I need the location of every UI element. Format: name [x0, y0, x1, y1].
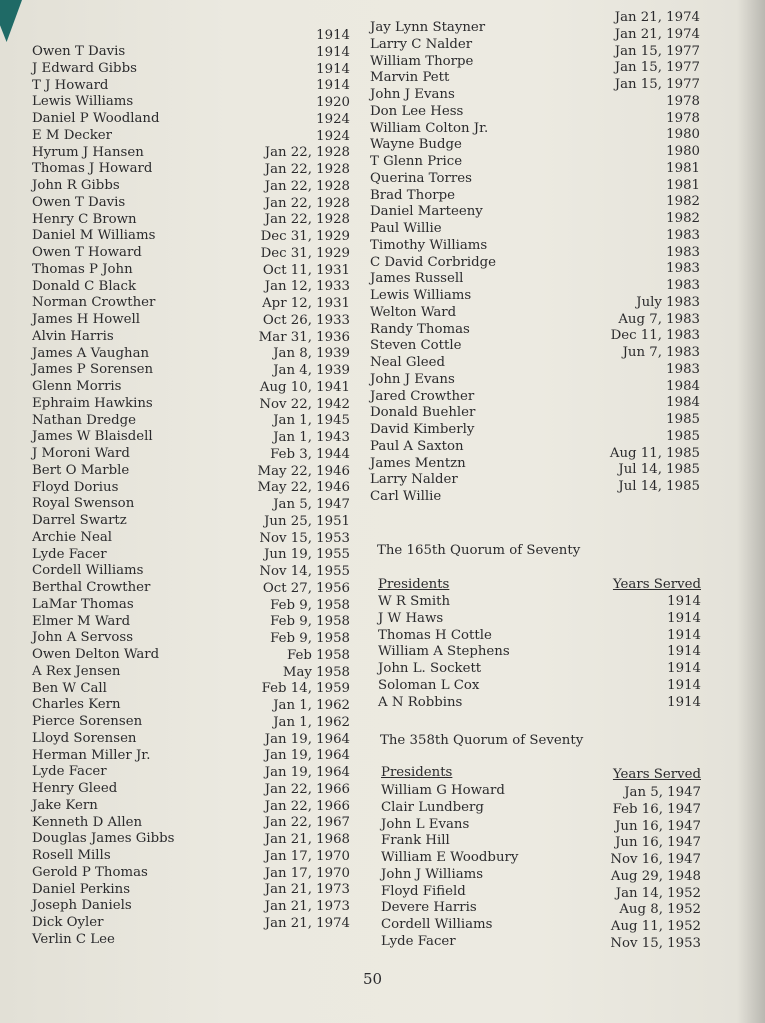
entry-row: Querina Torres — [370, 170, 472, 186]
entry-row: Dec 11, 1983 — [610, 328, 700, 344]
entry-row: T Glenn Price — [370, 154, 463, 169]
entry-row: J W Haws — [378, 610, 444, 626]
entry-row: Jun 25, 1951 — [264, 513, 350, 529]
entry-row: Jun 7, 1983 — [622, 345, 700, 360]
entry-row: Jan 19, 1964 — [264, 731, 350, 747]
entry-row: Feb 9, 1958 — [270, 614, 350, 630]
entry-row: Jan 21, 1974 — [614, 26, 700, 42]
entry-row: Oct 26, 1933 — [262, 312, 350, 328]
entry-row: Lloyd Sorensen — [32, 730, 137, 746]
entry-row: Marvin Pett — [370, 70, 450, 86]
entry-row: Nathan Dredge — [32, 412, 136, 428]
entry-row: 1983 — [666, 261, 700, 277]
entry-row: Jan 22, 1966 — [264, 781, 350, 797]
entry-row: Thomas H Cottle — [378, 627, 492, 643]
entry-row: Jan 1, 1943 — [273, 430, 350, 445]
entry-row: Devere Harris — [381, 900, 477, 916]
entry-row: Jan 21, 1973 — [264, 882, 350, 898]
entry-row: Joseph Daniels — [32, 898, 132, 914]
entry-row: E M Decker — [32, 127, 113, 143]
section-165-title: The 165th Quorum of Seventy — [377, 543, 581, 558]
section-358-names — [381, 783, 518, 951]
entry-row: 1914 — [316, 28, 350, 43]
entry-row: Douglas James Gibbs — [32, 831, 175, 847]
entry-row: Jan 21, 1973 — [264, 899, 350, 914]
entry-row: Lewis Williams — [370, 288, 472, 303]
entry-row: Jan 5, 1947 — [624, 785, 701, 800]
entry-row: Jan 4, 1939 — [273, 363, 350, 378]
entry-row: 1914 — [667, 644, 701, 660]
entry-row: William E Woodbury — [381, 850, 519, 865]
entry-row: Royal Swenson — [32, 496, 135, 512]
entry-row: Thomas P John — [32, 261, 133, 277]
entry-row: 1982 — [666, 211, 700, 226]
entry-row: Cordell Williams — [381, 917, 493, 932]
entry-row: Jan 19, 1964 — [264, 765, 350, 780]
entry-row: 1983 — [666, 244, 700, 260]
entry-row: John J Evans — [370, 87, 455, 102]
entry-row: Floyd Fifield — [381, 883, 466, 899]
entry-row: James A Vaughan — [32, 345, 150, 361]
entry-row: J Moroni Ward — [32, 446, 130, 461]
entry-row: W R Smith — [378, 594, 451, 609]
entry-row: Jan 1, 1962 — [273, 698, 350, 713]
entry-row: Alvin Harris — [32, 328, 114, 344]
entry-row: Elmer M Ward — [32, 613, 131, 629]
entry-row: Jan 15, 1977 — [614, 43, 700, 59]
entry-row: Thomas J Howard — [32, 161, 153, 177]
entry-row: 1980 — [666, 127, 700, 143]
entry-row: Jake Kern — [32, 797, 98, 813]
entry-row: 1914 — [667, 694, 701, 710]
entry-row: Jan 14, 1952 — [615, 885, 701, 901]
entry-row: Daniel Perkins — [32, 881, 131, 897]
entry-row: Aug 10, 1941 — [259, 379, 350, 395]
entry-row: Jan 21, 1974 — [614, 10, 700, 25]
entry-row: John L Evans — [381, 816, 470, 832]
section-165-presidents-header: Presidents — [378, 577, 450, 592]
entry-row: Henry Gleed — [32, 781, 118, 796]
entry-row: Nov 16, 1947 — [610, 852, 701, 867]
entry-row: 1981 — [666, 160, 700, 176]
entry-row: Jan 17, 1970 — [264, 848, 350, 864]
entry-row: 1914 — [667, 594, 701, 609]
entry-row: Randy Thomas — [370, 321, 470, 337]
entry-row: William G Howard — [381, 783, 505, 798]
entry-row: 1914 — [667, 677, 701, 693]
entry-row: J Edward Gibbs — [32, 60, 137, 76]
names-column-2 — [370, 20, 496, 506]
entry-row: John A Servoss — [32, 630, 134, 646]
entry-row: Daniel M Williams — [32, 228, 156, 244]
entry-row: 1985 — [666, 428, 700, 444]
entry-row: Timothy Williams — [370, 237, 488, 253]
section-165-years-header: Years Served — [612, 577, 701, 592]
entry-row: William A Stephens — [378, 644, 510, 660]
entry-row: William Colton Jr. — [370, 120, 489, 136]
entry-row: 1914 — [316, 44, 350, 60]
entry-row: Jan 21, 1974 — [264, 915, 350, 931]
entry-row: C David Corbridge — [370, 254, 497, 270]
entry-row: Jan 15, 1977 — [614, 77, 700, 92]
entry-row: 1914 — [667, 627, 701, 643]
entry-row: Nov 15, 1953 — [610, 935, 701, 951]
section-165-names — [378, 594, 510, 711]
entry-row: 1983 — [666, 278, 700, 293]
entry-row: Floyd Dorius — [32, 479, 119, 495]
entry-row: Jan 15, 1977 — [614, 60, 700, 76]
entry-row: William Thorpe — [370, 53, 474, 69]
entry-row: Kenneth D Allen — [32, 814, 143, 830]
page-corner-mark — [0, 0, 22, 42]
entry-row: Nov 22, 1942 — [259, 396, 350, 412]
entry-row: John J Evans — [370, 371, 455, 387]
entry-row: 1914 — [316, 78, 350, 94]
entry-row: Oct 27, 1956 — [262, 580, 350, 596]
entry-row: Owen T Howard — [32, 245, 142, 260]
entry-row: Owen Delton Ward — [32, 647, 160, 662]
entry-row: Jun 16, 1947 — [615, 835, 701, 851]
entry-row: Dec 31, 1929 — [260, 229, 350, 244]
entry-row: Feb 9, 1958 — [270, 597, 350, 613]
entry-row: John J Williams — [381, 866, 484, 882]
entry-row: John R Gibbs — [32, 178, 120, 193]
section-358-years-header: Years Served — [612, 767, 701, 782]
entry-row: 1914 — [667, 610, 701, 626]
entry-row: Brad Thorpe — [370, 187, 455, 203]
names-column-1 — [32, 44, 174, 949]
entry-row: T J Howard — [32, 77, 109, 93]
entry-row: May 22, 1946 — [257, 463, 350, 479]
entry-row: Darrel Swartz — [32, 513, 127, 528]
entry-row: Aug 29, 1948 — [610, 868, 701, 884]
entry-row: Jul 14, 1985 — [618, 462, 700, 478]
entry-row: James Russell — [370, 271, 464, 287]
entry-row: 1914 — [667, 661, 701, 676]
entry-row: 1981 — [666, 177, 700, 193]
entry-row: John L. Sockett — [378, 661, 482, 676]
entry-row: Jan 5, 1947 — [273, 497, 350, 512]
entry-row: Aug 11, 1985 — [609, 445, 700, 461]
dates-column-1 — [244, 28, 350, 933]
entry-row: Feb 9, 1958 — [270, 631, 350, 646]
entry-row: Jun 19, 1955 — [264, 547, 350, 563]
entry-row: Don Lee Hess — [370, 103, 464, 119]
entry-row: Carl Willie — [370, 489, 442, 504]
entry-row: Feb 16, 1947 — [612, 801, 701, 817]
entry-row: Daniel Marteeny — [370, 204, 483, 220]
entry-row: Lyde Facer — [32, 764, 107, 780]
entry-row: Pierce Sorensen — [32, 714, 143, 729]
entry-row: Dick Oyler — [32, 915, 104, 930]
entry-row: 1980 — [666, 144, 700, 159]
entry-row: Jan 22, 1966 — [264, 798, 350, 814]
entry-row: 1924 — [316, 111, 350, 127]
entry-row: 1914 — [316, 61, 350, 77]
entry-row: Dec 31, 1929 — [260, 245, 350, 261]
section-165-years — [587, 594, 701, 711]
entry-row: Neal Gleed — [370, 355, 446, 370]
entry-row: Jan 22, 1967 — [264, 815, 350, 831]
entry-row: Jay Lynn Stayner — [370, 20, 486, 35]
entry-row: LaMar Thomas — [32, 596, 134, 612]
entry-row: James W Blaisdell — [32, 429, 153, 445]
entry-row: Lewis Williams — [32, 94, 134, 110]
entry-row: Feb 1958 — [287, 647, 350, 663]
entry-row: Jan 12, 1933 — [264, 279, 350, 295]
entry-row: Daniel P Woodland — [32, 111, 160, 126]
entry-row: James P Sorensen — [32, 362, 154, 378]
entry-row: 1982 — [666, 194, 700, 210]
entry-row: Owen T Davis — [32, 194, 126, 210]
entry-row: Glenn Morris — [32, 379, 122, 394]
entry-row: Jan 21, 1968 — [264, 832, 350, 847]
section-358-years — [587, 785, 701, 953]
entry-row: Wayne Budge — [370, 137, 462, 153]
entry-row: Jul 14, 1985 — [618, 479, 700, 494]
entry-row: Jan 22, 1928 — [264, 162, 350, 177]
entry-row: David Kimberly — [370, 422, 475, 437]
entry-row: Jan 17, 1970 — [264, 865, 350, 881]
entry-row: A Rex Jensen — [32, 663, 121, 679]
entry-row: 1984 — [666, 395, 700, 411]
entry-row: Henry C Brown — [32, 211, 137, 227]
entry-row: Nov 14, 1955 — [259, 564, 350, 579]
entry-row: A N Robbins — [378, 694, 463, 710]
entry-row: Bert O Marble — [32, 462, 130, 478]
entry-row: 1924 — [316, 128, 350, 144]
entry-row: Jan 19, 1964 — [264, 748, 350, 764]
entry-row: Jan 1, 1962 — [273, 714, 350, 730]
entry-row: Soloman L Cox — [378, 677, 480, 693]
entry-row: Jun 16, 1947 — [615, 818, 701, 834]
entry-row: 1983 — [666, 361, 700, 377]
entry-row: Archie Neal — [32, 529, 113, 545]
entry-row: Jan 22, 1928 — [264, 145, 350, 161]
entry-row: Larry C Nalder — [370, 36, 473, 52]
entry-row: Aug 11, 1952 — [610, 919, 701, 934]
entry-row: Ben W Call — [32, 680, 107, 696]
entry-row: Berthal Crowther — [32, 580, 151, 595]
entry-row: Hyrum J Hansen — [32, 144, 144, 160]
entry-row: Norman Crowther — [32, 295, 156, 311]
entry-row: Gerold P Thomas — [32, 864, 148, 880]
entry-row: Jan 1, 1945 — [273, 413, 350, 429]
entry-row: Clair Lundberg — [381, 799, 484, 815]
entry-row: Lyde Facer — [381, 933, 456, 949]
entry-row: Jan 22, 1928 — [264, 212, 350, 228]
entry-row: 1983 — [666, 227, 700, 243]
entry-row: Charles Kern — [32, 697, 121, 713]
entry-row: Aug 7, 1983 — [618, 311, 700, 327]
entry-row: Larry Nalder — [370, 472, 458, 488]
entry-row: Herman Miller Jr. — [32, 747, 151, 763]
entry-row: Paul A Saxton — [370, 438, 464, 454]
entry-row: 1920 — [316, 95, 350, 110]
entry-row: Oct 11, 1931 — [262, 262, 350, 278]
entry-row: James Mentzn — [370, 455, 466, 471]
section-358-presidents-header: Presidents — [381, 765, 453, 780]
entry-row: Paul Willie — [370, 221, 442, 236]
entry-row: Nov 15, 1953 — [259, 530, 350, 546]
entry-row: Jan 22, 1928 — [264, 178, 350, 194]
dates-column-2 — [586, 10, 700, 496]
entry-row: 1985 — [666, 412, 700, 427]
entry-row: Verlin C Lee — [32, 931, 115, 947]
entry-row: 1978 — [666, 110, 700, 126]
entry-row: Aug 8, 1952 — [619, 902, 701, 918]
entry-row: Donald C Black — [32, 278, 137, 294]
entry-row: Rosell Mills — [32, 848, 111, 863]
entry-row: Lyde Facer — [32, 546, 107, 562]
entry-row: Jan 8, 1939 — [273, 346, 350, 362]
entry-row: Steven Cottle — [370, 338, 462, 354]
entry-row: Welton Ward — [370, 304, 457, 320]
entry-row: James H Howell — [32, 312, 140, 327]
section-358-title: The 358th Quorum of Seventy — [380, 733, 584, 748]
entry-row: Ephraim Hawkins — [32, 395, 153, 411]
entry-row: Jan 22, 1928 — [264, 195, 350, 211]
entry-row: Frank Hill — [381, 833, 450, 849]
entry-row: Cordell Williams — [32, 563, 144, 579]
entry-row: Donald Buehler — [370, 405, 476, 421]
entry-row: May 22, 1946 — [257, 480, 350, 496]
entry-row: Feb 3, 1944 — [270, 446, 350, 462]
entry-row: 1978 — [666, 93, 700, 109]
entry-row: July 1983 — [636, 294, 700, 310]
entry-row: Apr 12, 1931 — [262, 296, 350, 311]
entry-row: May 1958 — [282, 664, 350, 680]
entry-row: Owen T Davis — [32, 44, 126, 59]
entry-row: Mar 31, 1936 — [258, 329, 350, 345]
entry-row: Jared Crowther — [370, 388, 475, 404]
entry-row: 1984 — [666, 378, 700, 394]
page-number: 50 — [362, 970, 383, 988]
entry-row: Feb 14, 1959 — [261, 681, 350, 697]
